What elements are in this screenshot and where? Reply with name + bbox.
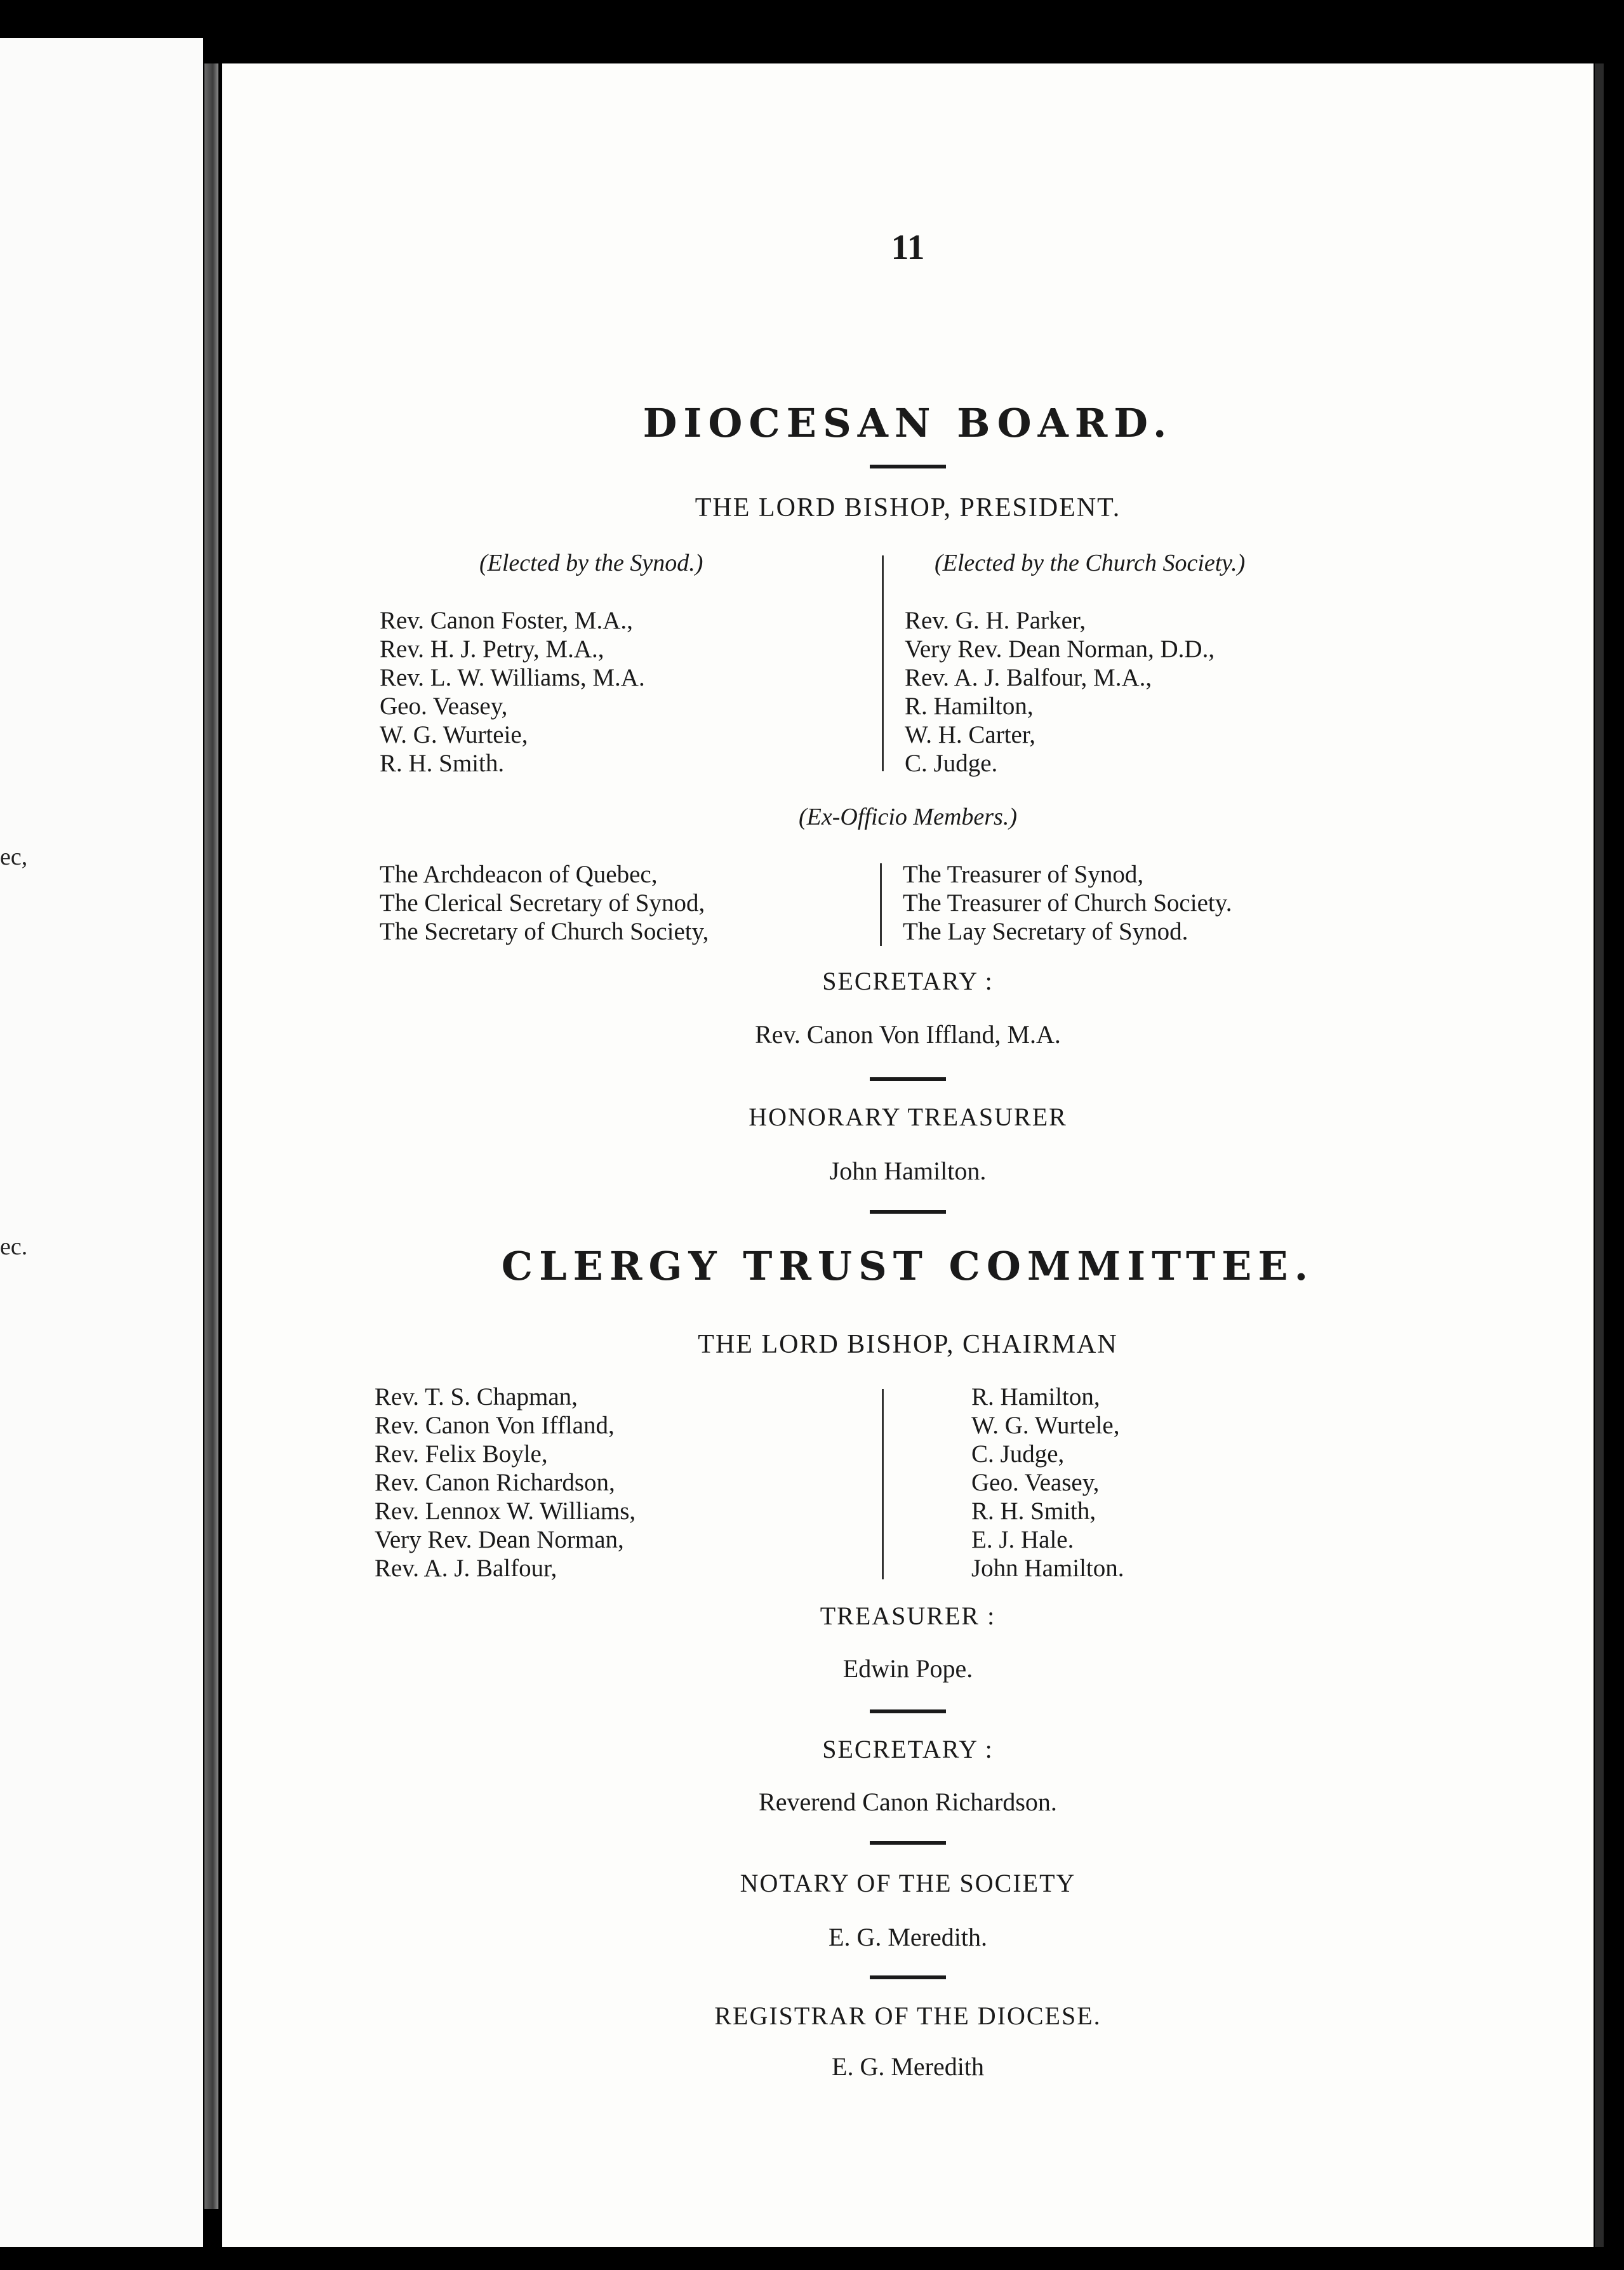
committee-secretary-name: Reverend Canon Richardson.	[759, 1788, 1057, 1816]
column-divider	[880, 863, 882, 946]
ex-officio-header: (Ex-Officio Members.)	[799, 804, 1017, 830]
list-item: R. H. Smith.	[380, 750, 505, 777]
book-spine	[204, 63, 218, 2209]
secretary-label: SECRETARY :	[822, 967, 994, 995]
list-item: W. G. Wurteie,	[380, 721, 528, 748]
synod-column-header: (Elected by the Synod.)	[479, 550, 703, 576]
list-item: C. Judge.	[905, 750, 998, 777]
church-society-column-header: (Elected by the Church Society.)	[935, 550, 1246, 576]
notary-name: E. G. Meredith.	[829, 1923, 987, 1951]
list-item: E. J. Hale.	[971, 1526, 1074, 1553]
page-number: 11	[891, 228, 925, 267]
registrar-label: REGISTRAR OF THE DIOCESE.	[714, 2001, 1102, 2030]
list-item: Rev. Lennox W. Williams,	[375, 1497, 636, 1525]
list-item: The Clerical Secretary of Synod,	[380, 889, 705, 917]
committee-right-list	[971, 1383, 1124, 1583]
treasurer-name: Edwin Pope.	[842, 1654, 973, 1683]
diocesan-board-heading: DIOCESAN BOARD.	[642, 400, 1173, 446]
divider-rule	[870, 1841, 946, 1845]
ex-officio-left-list	[380, 860, 709, 946]
list-item: W. G. Wurtele,	[971, 1412, 1120, 1439]
list-item: Very Rev. Dean Norman,	[375, 1526, 624, 1553]
divider-rule	[870, 1709, 946, 1713]
divider-rule	[870, 465, 946, 468]
list-item: Rev. G. H. Parker,	[905, 607, 1086, 634]
list-item: The Archdeacon of Quebec,	[380, 861, 658, 888]
document-page	[222, 63, 1594, 2247]
treasurer-label: TREASURER :	[820, 1602, 996, 1630]
list-item: John Hamilton.	[971, 1555, 1124, 1582]
list-item: W. H. Carter,	[905, 721, 1036, 748]
clergy-trust-heading: CLERGY TRUST COMMITTEE.	[501, 1243, 1315, 1289]
list-item: Rev. Canon Von Iffland,	[375, 1412, 615, 1439]
list-item: Rev. L. W. Williams, M.A.	[380, 664, 645, 691]
list-item: Rev. A. J. Balfour, M.A.,	[905, 664, 1152, 691]
committee-secretary-label: SECRETARY :	[822, 1735, 994, 1763]
list-item: R. Hamilton,	[905, 693, 1034, 720]
divider-rule	[870, 1975, 946, 1979]
chairman-line: THE LORD BISHOP, CHAIRMAN	[698, 1330, 1118, 1359]
list-item: The Lay Secretary of Synod.	[903, 918, 1188, 945]
list-item: Very Rev. Dean Norman, D.D.,	[905, 635, 1215, 663]
list-item: The Treasurer of Synod,	[903, 861, 1144, 888]
list-item: Rev. Felix Boyle,	[375, 1440, 548, 1468]
synod-members-list	[380, 606, 645, 778]
facing-page-edge	[0, 38, 203, 2247]
divider-rule	[870, 1077, 946, 1081]
list-item: Rev. T. S. Chapman,	[375, 1383, 578, 1410]
ex-officio-right-list	[903, 860, 1232, 946]
facing-page-fragment: ec,	[0, 844, 28, 870]
list-item: Rev. Canon Foster, M.A.,	[380, 607, 633, 634]
honorary-treasurer-name: John Hamilton.	[829, 1157, 987, 1185]
list-item: R. Hamilton,	[971, 1383, 1100, 1410]
list-item: R. H. Smith,	[971, 1497, 1096, 1525]
notary-label: NOTARY OF THE SOCIETY	[740, 1869, 1076, 1897]
divider-rule	[870, 1210, 946, 1214]
registrar-name: E. G. Meredith	[832, 2052, 984, 2081]
list-item: The Secretary of Church Society,	[380, 918, 709, 945]
president-line: THE LORD BISHOP, PRESIDENT.	[695, 493, 1121, 522]
list-item: Geo. Veasey,	[380, 693, 508, 720]
page-edge-shadow	[1595, 63, 1604, 2247]
list-item: Rev. Canon Richardson,	[375, 1469, 615, 1496]
column-divider	[882, 555, 884, 771]
secretary-name: Rev. Canon Von Iffland, M.A.	[755, 1020, 1061, 1049]
column-divider	[882, 1389, 884, 1579]
committee-left-list	[375, 1383, 636, 1583]
honorary-treasurer-label: HONORARY TREASURER	[749, 1103, 1067, 1131]
list-item: The Treasurer of Church Society.	[903, 889, 1232, 917]
church-society-members-list	[905, 606, 1215, 778]
facing-page-fragment: ec.	[0, 1233, 28, 1260]
list-item: Rev. A. J. Balfour,	[375, 1555, 557, 1582]
list-item: Geo. Veasey,	[971, 1469, 1100, 1496]
list-item: Rev. H. J. Petry, M.A.,	[380, 635, 604, 663]
list-item: C. Judge,	[971, 1440, 1065, 1468]
